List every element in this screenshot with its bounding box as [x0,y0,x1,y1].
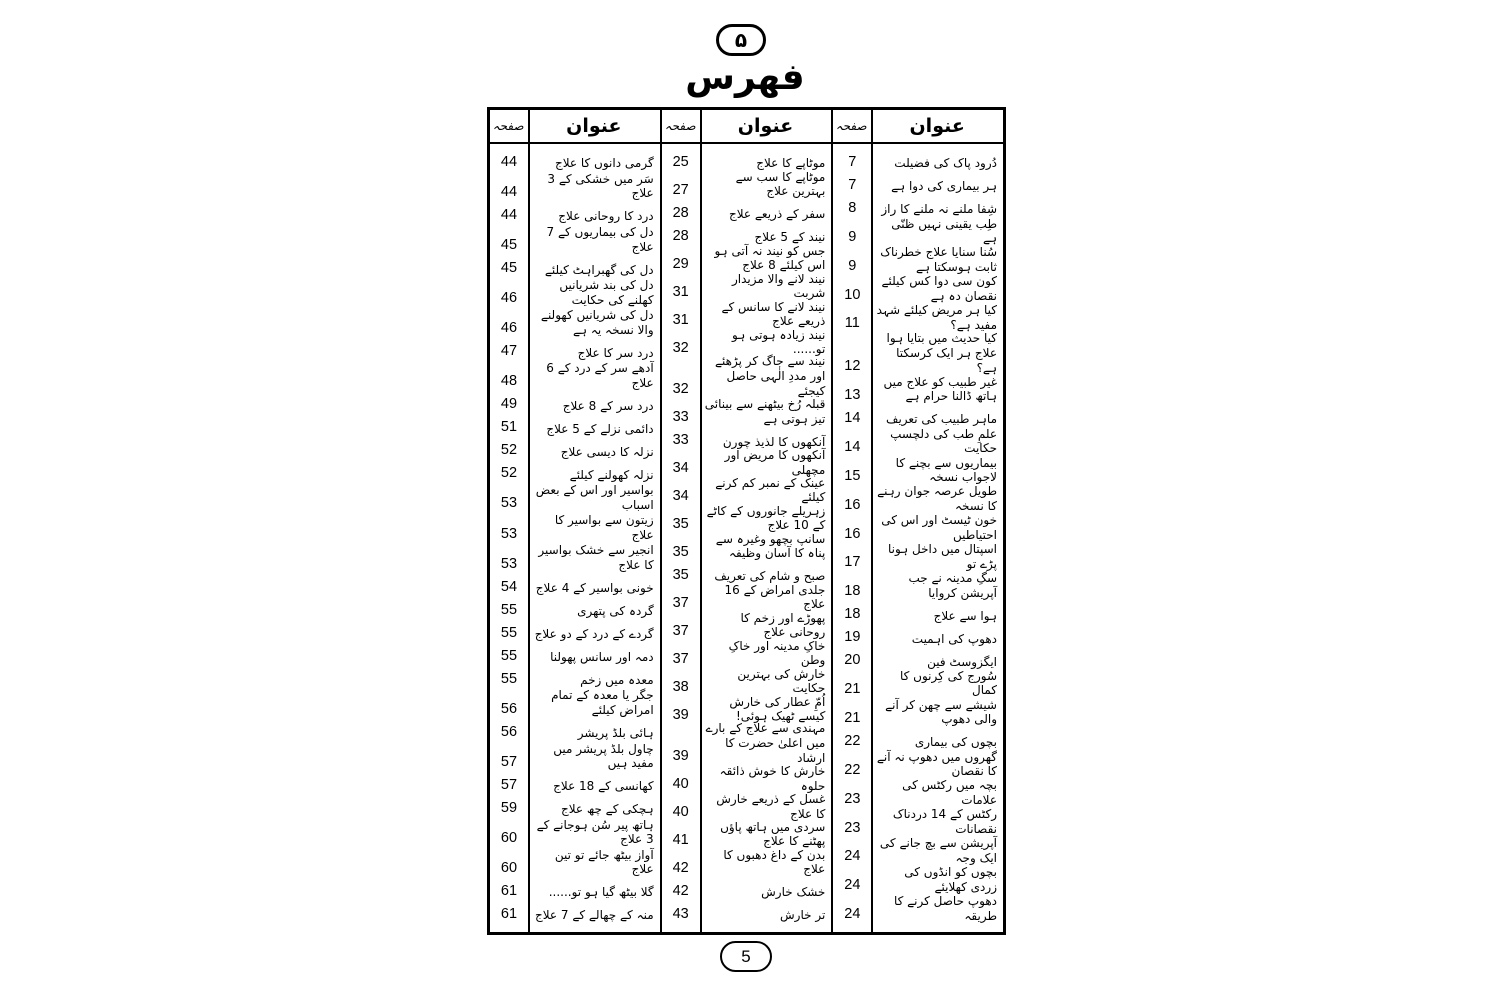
entry-title: مہندی سے علاج کے بارے میں اعلیٰ حضرت کا ارشاد [705,721,826,765]
entry-title: سَر میں خشکی کے 3 علاج [547,171,654,201]
entry-title: ہاتھ پیر سُن ہوجانے کے 3 علاج [536,817,654,847]
toc-entry [490,391,660,414]
entry-page: 22 [844,732,861,749]
toc-entry [662,531,832,562]
toc-entry [662,582,832,613]
entry-title: بچہ میں رکٹس کی علامات [902,778,997,808]
entry-page: 7 [848,177,857,193]
toc-entry [490,620,660,643]
column-body [490,144,660,932]
entry-page: 37 [672,650,689,667]
entry-page: 52 [500,442,518,459]
entry-title: نیند سے جاگ کر پڑھئے اور مددِ الٰہی حاصل کیجئے [715,354,826,398]
entry-title: گرمی دانوں کا علاج [554,156,654,171]
toc-entry [833,699,1003,728]
entry-page: 12 [844,358,861,375]
entry-title: درد کا روحانی علاج [558,209,654,224]
entry-page: 31 [672,311,689,328]
entry-page: 51 [500,419,518,436]
entry-title: درد سر کا علاج [577,345,654,360]
entry-page: 33 [672,432,689,449]
toc-entry [662,169,832,200]
toc-entry [662,299,832,330]
toc-entry [662,503,832,534]
toc-entry [490,278,660,308]
entry-title: طِب یقینی نہیں ظنّی ہے [891,216,997,246]
entry-page: 33 [672,409,689,426]
toc-entry [490,643,660,666]
entry-page: 60 [500,859,518,876]
toc-entry [490,414,660,437]
toc-entry [662,610,832,641]
entry-title: ماہر طبیب کی تعریف [886,412,997,427]
entry-page: 45 [500,260,518,277]
toc-entry [490,460,660,483]
column-header [833,110,1003,144]
entry-page: 8 [848,200,857,216]
entry-title: سُورج کی کِرنوں کا کمال [899,668,997,698]
toc-entry [490,149,660,172]
toc-entry [833,457,1003,486]
entry-page: 32 [672,381,689,398]
entry-page: 35 [672,567,689,583]
entry-page: 18 [844,606,861,623]
entry-title: دائمی نزلے کے 5 علاج [546,421,654,436]
entry-page: 35 [672,544,689,560]
entry-title: دل کی شریانیں کھولنے والا نسخہ یہ ہے [540,308,654,337]
toc-entry [662,878,832,901]
entry-page: 46 [500,320,518,337]
toc-entry [833,333,1003,376]
toc-entry [490,172,660,202]
column-header [490,110,660,144]
entry-page: 14 [844,410,861,427]
entry-page: 28 [672,204,689,221]
entry-page: 21 [844,681,861,698]
entry-title: منہ کے چھالے کے 7 علاج [535,908,654,923]
entry-page: 57 [500,753,518,770]
entry-page: 55 [500,647,518,664]
toc-column-2 [660,110,832,932]
entry-title: دھوپ حاصل کرنے کا طریقہ [893,893,997,923]
entry-page: 10 [844,286,861,303]
toc-entry [662,562,832,585]
page-number-bottom: 5 [741,946,751,966]
toc-entry [490,719,660,742]
entry-title: زیتون سے بواسیر کا علاج [554,513,654,542]
entry-page: 24 [844,906,861,923]
entry-page: 31 [672,283,689,300]
entry-page: 39 [672,706,689,723]
entry-title: خونی بواسیر کے 4 علاج [535,581,654,595]
toc-entry [490,878,660,901]
toc-entry [490,901,660,924]
header-page-label: صفحہ [835,119,869,133]
entry-title: دل کی بیماریوں کے 7 علاج [546,224,654,254]
entry-page: 61 [500,905,518,922]
entry-title: گردہ کی پتھری [577,604,654,618]
entry-title: جلدی امراض کے 16 علاج [724,582,826,612]
toc-entry [833,572,1003,601]
entry-page: 54 [500,578,518,595]
entry-title: کون سی دوا کس کیلئے نقصان دہ ہے [881,274,997,303]
entry-page: 49 [500,396,518,413]
entry-page: 45 [500,237,518,254]
toc-entry [490,574,660,597]
entry-title: سُنا سنایا علاج خطرناک ثابت ہوسکتا ہے [880,245,997,275]
entry-title: دھوپ کی اہمیت [911,631,997,646]
page-title: فهرس [685,57,805,98]
toc-entry [833,195,1003,218]
entry-page: 42 [672,883,689,900]
entry-title: بواسیر اور اس کے بعض اسباب [535,483,654,512]
entry-page: 13 [844,387,861,404]
toc-entry [833,544,1003,573]
entry-page: 16 [844,496,861,513]
toc-entry [490,689,660,719]
toc-entry [833,780,1003,809]
entry-page: 39 [672,748,689,765]
toc-entry [833,428,1003,457]
header-page-label: صفحہ [664,119,698,133]
entry-page: 23 [844,819,861,836]
page-number-badge-top [716,24,766,56]
entry-page: 56 [500,700,518,717]
entry-title: نزلہ کھولنے کیلئے [569,467,654,482]
entry-title: نیند لانے کا سانس کے ذریعے علاج [721,299,826,329]
entry-title: گھروں میں دھوپ نہ آنے کا نقصان [876,749,997,779]
entry-title: ہوا سے علاج [933,608,997,623]
entry-title: دُرود پاک کی فضیلت [894,156,997,171]
toc-entry [833,515,1003,544]
toc-column-3 [490,110,660,932]
toc-entry [490,361,660,391]
entry-title: پھوڑے اور زخم کا روحانی علاج [740,610,826,640]
entry-page: 53 [500,555,518,572]
entry-page: 38 [672,678,689,695]
toc-entry [833,149,1003,172]
entry-page: 22 [844,761,861,778]
toc-entry [662,396,832,427]
entry-title: دل کی بند شریانیں کھلنے کی حکایت [559,277,654,307]
entry-page: 15 [844,467,861,484]
entry-title: سگِ مدینہ نے جب آپریشن کروایا [908,571,997,600]
toc-entry [490,848,660,878]
entry-title: کھانسی کے 18 علاج [553,779,654,794]
entry-title: خاکِ مدینہ اور خاکِ وطن [728,638,826,668]
toc-entry [490,202,660,225]
entry-title: خون ٹیسٹ اور اس کی احتیاطیں [881,513,997,542]
entry-page: 57 [500,776,518,793]
entry-title: ہائی بلڈ پریشر [577,726,654,741]
column-body [662,144,832,932]
entry-title: جس کو نیند نہ آتی ہو اس کیلئے 8 علاج [714,243,826,273]
entry-page: 34 [672,488,689,505]
entry-title: بچوں کو انڈوں کی زردی کھلایئے [904,865,997,894]
column-header [662,110,832,144]
toc-entry [662,721,832,766]
entry-page: 60 [500,829,518,846]
toc-entry [662,243,832,274]
toc-entry [833,751,1003,780]
entry-title: ہچکی کے چھ علاج [560,802,654,817]
entry-title: موٹاپے کا سب سے بہترین علاج [735,169,826,199]
entry-title: غیر طبیب کو علاج میں ہاتھ ڈالنا حرام ہے [883,374,997,404]
entry-title: عینک کے نمبر کم کرنے کیلئے [715,475,826,505]
toc-entry [662,638,832,669]
entry-page: 19 [844,629,861,646]
entry-page: 44 [500,154,518,170]
toc-entry [662,427,832,450]
entry-page: 37 [672,622,689,639]
toc-entry [490,666,660,689]
toc-entry [662,791,832,822]
entry-title: معدہ میں زخم [580,673,654,687]
entry-title: آنکھوں کا مریض اور مچھلی [724,447,826,477]
entry-title: تر خارش [780,908,826,923]
entry-page: 9 [848,228,857,245]
toc-entry [662,666,832,697]
toc-entry [490,513,660,543]
toc-entry [662,763,832,794]
entry-page: 18 [844,583,861,600]
entry-title: نیند لانے والا مزیدار شربت [732,271,826,301]
entry-page: 21 [844,709,861,726]
header-page-label: صفحہ [492,119,526,133]
entry-page: 56 [500,723,518,740]
toc-entry [490,818,660,848]
page-number-badge-bottom [720,941,772,972]
entry-page: 40 [672,776,689,793]
entry-page: 14 [844,438,861,455]
toc-entry [833,486,1003,515]
entry-title: موٹاپے کا علاج [756,156,826,171]
toc-entry [662,447,832,478]
toc-entry [833,647,1003,670]
entry-title: صبح و شام کی تعریف [714,569,826,584]
toc-entry [833,172,1003,195]
entry-title: نیند زیادہ ہوتی ہو تو...... [732,327,826,357]
entry-page: 28 [672,227,689,244]
toc-entry [490,338,660,361]
header-title-label: عنوان [737,115,794,137]
toc-entry [833,670,1003,699]
entry-title: سانپ بچھو وغیرہ سے پناہ کا آسان وظیفہ [715,531,826,561]
toc-entry [490,772,660,795]
entry-page: 44 [500,207,518,224]
entry-title: چاول بلڈ پریشر میں مفید ہیں [553,741,654,771]
entry-title: علمِ طب کی دلچسپ حکایت [890,426,997,456]
toc-entry [662,223,832,246]
entry-title: خارش کی بہترین حکایت [737,666,826,696]
toc-entry [833,376,1003,405]
toc-entry [662,149,832,172]
header-title-label: عنوان [909,115,965,137]
toc-entry [490,308,660,338]
entry-page: 61 [500,882,518,899]
entry-page: 52 [500,465,518,482]
entry-title: ہر بیماری کی دوا ہے [891,179,997,194]
entry-page: 53 [500,525,518,542]
entry-page: 23 [844,790,861,807]
entry-title: طویل عرصہ جوان رہنے کا نسخہ [877,484,997,514]
toc-table [487,107,1006,935]
toc-entry [490,483,660,513]
entry-title: بدن کے داغ دھبوں کا علاج [723,847,826,877]
toc-entry [833,276,1003,305]
entry-title: بچوں کی بیماری [914,735,997,750]
entry-page: 20 [844,652,861,669]
toc-entry [490,225,660,255]
header-title-label: عنوان [566,115,622,137]
entry-title: بیماریوں سے بچنے کا لاجواب نسخہ [895,455,997,485]
entry-page: 55 [500,670,518,687]
entry-title: غسل کے ذریعے خارش کا علاج [716,791,826,821]
toc-column-1 [831,110,1003,932]
entry-title: جگر یا معدہ کے تمام امراض کیلئے [551,688,654,718]
entry-page: 47 [500,343,518,360]
entry-page: 59 [500,799,518,816]
entry-title: خارش کا خوش ذائقہ حلوہ [719,763,826,793]
entry-title: نزلہ کا دیسی علاج [560,444,654,459]
entry-title: انجیر سے خشک بواسیر کا علاج [538,543,654,572]
entry-page: 37 [672,594,689,611]
toc-entry [833,247,1003,276]
toc-entry [662,819,832,850]
entry-title: شِفا ملنے نہ ملنے کا راز [881,202,997,217]
toc-entry [833,838,1003,867]
toc-entry [662,354,832,399]
toc-entry [833,895,1003,924]
toc-entry [833,728,1003,751]
entry-title: سردی میں ہاتھ پاؤں پھٹنے کا علاج [720,819,826,849]
entry-page: 35 [672,516,689,533]
toc-entry [662,847,832,878]
entry-page: 55 [500,601,518,618]
column-body [833,144,1003,932]
entry-page: 34 [672,460,689,477]
entry-page: 40 [672,804,689,821]
entry-page: 11 [844,315,860,332]
entry-page: 44 [500,184,518,201]
entry-page: 48 [500,373,518,390]
entry-page: 32 [672,339,689,356]
entry-title: ایگزوسٹ فین [927,654,997,669]
toc-entry [490,742,660,772]
toc-entry [490,795,660,818]
page-number-top: ۵ [734,28,748,52]
toc-entry [833,305,1003,334]
entry-title: خشک خارش [761,885,826,900]
toc-entry [662,200,832,223]
entry-page: 25 [672,154,689,170]
entry-title: آنکھوں کا لذیذ چورن [722,434,826,449]
entry-title: اسپتال میں داخل ہونا پڑے تو [887,542,997,571]
entry-page: 24 [844,877,861,894]
toc-entry [490,544,660,574]
entry-title: نیند کے 5 علاج [754,230,826,245]
toc-entry [833,866,1003,895]
toc-entry [662,475,832,506]
toc-entry [490,437,660,460]
entry-page: 46 [500,290,518,307]
entry-page: 7 [848,154,857,170]
entry-title: گردے کے درد کے دو علاج [534,627,654,641]
entry-title: کیا حدیث میں بتایا ہوا علاج ہر ایک کرسکتا ہے؟ [886,331,997,375]
toc-entry [662,901,832,924]
entry-page: 55 [500,624,518,641]
entry-title: کیا ہر مریض کیلئے شہد مفید ہے؟ [876,303,997,332]
entry-title: دمہ اور سانس پھولنا [550,650,654,664]
entry-title: زہریلے جانوروں کے کاٹے کے 10 علاج [706,503,826,533]
entry-page: 53 [500,495,518,512]
toc-entry [490,597,660,620]
entry-page: 16 [844,525,861,542]
toc-entry [833,601,1003,624]
toc-entry [833,218,1003,247]
entry-page: 42 [672,860,689,877]
entry-title: گلا بیٹھ گیا ہو تو...... [548,885,654,900]
toc-entry [662,271,832,302]
entry-page: 27 [672,181,689,198]
entry-title: سفر کے ذریعے علاج [729,207,826,222]
entry-page: 29 [672,255,689,272]
entry-title: آدھے سر کے درد کے 6 علاج [546,361,654,390]
entry-title: آپریشن سے بچ جانے کی ایک وجہ [879,836,997,865]
toc-entry [833,809,1003,838]
entry-page: 41 [672,832,689,849]
entry-page: 43 [672,906,689,923]
toc-entry [833,405,1003,428]
entry-title: رکٹس کے 14 دردناک نقصانات [892,807,997,836]
entry-title: درد سر کے 8 علاج [562,398,654,413]
entry-page: 17 [844,554,861,571]
entry-title: آواز بیٹھ جائے تو تین علاج [554,847,654,877]
entry-title: دل کی گھبراہٹ کیلئے [544,262,654,277]
entry-title: قبلہ رُخ بیٹھنے سے بینائی تیز ہوتی ہے [704,396,826,426]
toc-entry [490,255,660,278]
entry-page: 9 [848,257,857,274]
entry-title: شیشے سے چھن کر آنے والی دھوپ [885,697,997,727]
toc-entry [833,624,1003,647]
entry-page: 24 [844,848,861,865]
entry-title: اُمِّ عطار کی خارش کیسے ٹھیک ہوئی! [729,694,826,724]
